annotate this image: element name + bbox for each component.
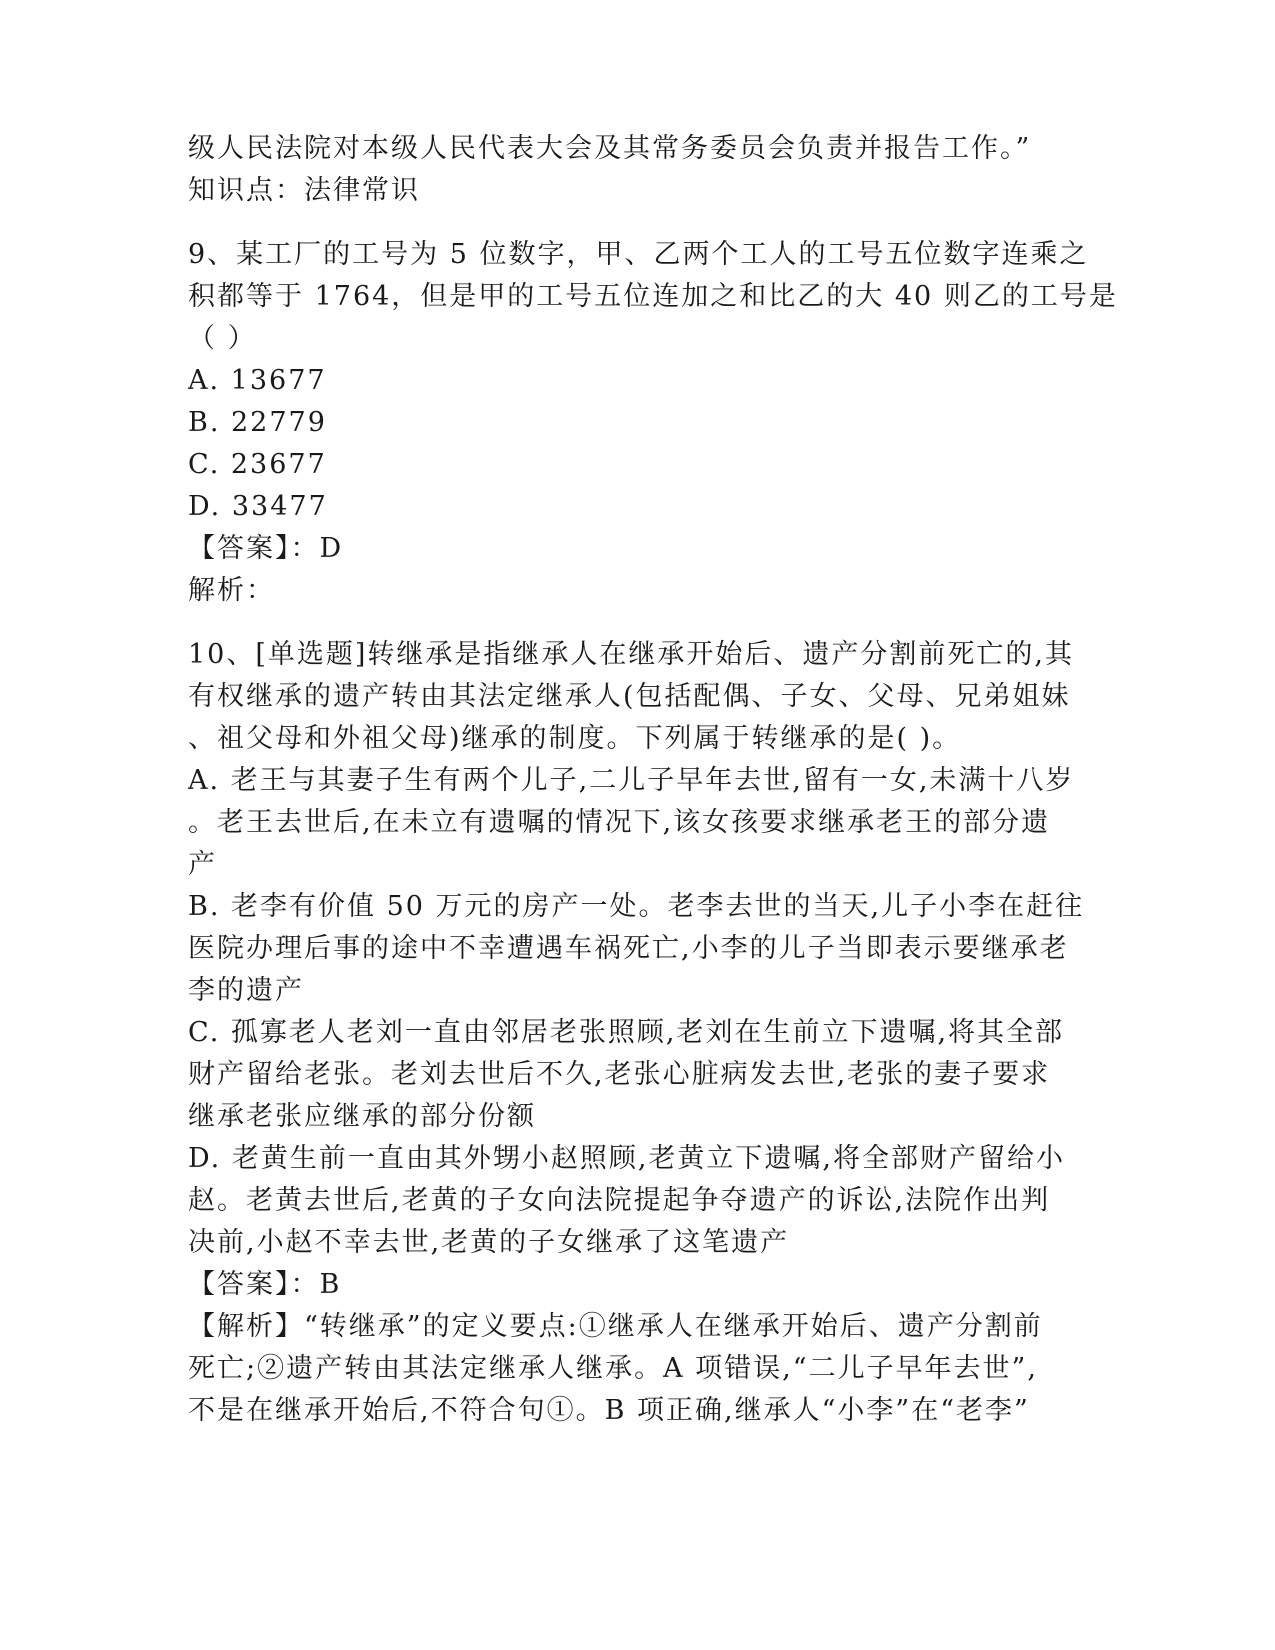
analysis-label: 解析： xyxy=(188,575,275,606)
option-a-cont: 。老王去世后,在未立有遗嘱的情况下,该女孩要求继承老王的部分遗 xyxy=(188,807,1051,838)
prev-question-tail: 级人民法院对本级人民代表大会及其常务委员会负责并报告工作。” xyxy=(188,133,1032,164)
question-stem-line: 积都等于 1764，但是甲的工号五位连加之和比乙的大 40 则乙的工号是 xyxy=(188,281,1118,312)
option-b-cont: 医院办理后事的途中不幸遭遇车祸死亡,小李的儿子当即表示要继承老 xyxy=(188,933,1069,964)
option-d: D. 33477 xyxy=(188,491,328,522)
option-a: A. 老王与其妻子生有两个儿子,二儿子早年去世,留有一女,未满十八岁 xyxy=(188,765,1075,796)
document-page xyxy=(188,128,1118,1432)
question-10 xyxy=(188,634,1088,1432)
question-stem-line: （ ） xyxy=(188,323,257,354)
option-d: D. 老黄生前一直由其外甥小赵照顾,老黄立下遗嘱,将全部财产留给小 xyxy=(188,1143,1066,1174)
option-d-cont: 赵。老黄去世后,老黄的子女向法院提起争夺遗产的诉讼,法院作出判 xyxy=(188,1185,1051,1216)
analysis-line: 不是在继承开始后,不符合句①。B 项正确,继承人“小李”在“老李” xyxy=(188,1395,1030,1426)
option-a: A. 13677 xyxy=(188,365,327,396)
knowledge-point: 知识点：法律常识 xyxy=(188,175,420,206)
analysis-line: 死亡;②遗产转由其法定继承人继承。A 项错误,“二儿子早年去世”, xyxy=(188,1353,1038,1384)
answer: 【答案】：B xyxy=(188,1269,342,1300)
option-d-cont: 决前,小赵不幸去世,老黄的子女继承了这笔遗产 xyxy=(188,1227,790,1258)
option-b-cont: 李的遗产 xyxy=(188,975,304,1006)
analysis-line: 【解析】“转继承”的定义要点:①继承人在继承开始后、遗产分割前 xyxy=(188,1311,1043,1342)
option-b: B. 22779 xyxy=(188,407,327,438)
question-stem-line: 、祖父母和外祖父母)继承的制度。下列属于转继承的是( )。 xyxy=(188,723,962,754)
option-c: C. 孤寡老人老刘一直由邻居老张照顾,老刘在生前立下遗嘱,将其全部 xyxy=(188,1017,1065,1048)
question-stem-line: 9、某工厂的工号为 5 位数字，甲、乙两个工人的工号五位数字连乘之 xyxy=(188,239,1089,270)
option-a-cont: 产 xyxy=(188,849,217,880)
answer: 【答案】：D xyxy=(188,533,344,564)
question-9 xyxy=(188,234,1118,612)
option-c: C. 23677 xyxy=(188,449,327,480)
option-c-cont: 财产留给老张。老刘去世后不久,老张心脏病发去世,老张的妻子要求 xyxy=(188,1059,1051,1090)
question-stem-line: 有权继承的遗产转由其法定继承人(包括配偶、子女、父母、兄弟姐妹 xyxy=(188,681,1071,712)
question-stem-line: 10、[单选题]转继承是指继承人在继承开始后、遗产分割前死亡的,其 xyxy=(188,639,1075,670)
option-b: B. 老李有价值 50 万元的房产一处。老李去世的当天,儿子小李在赶往 xyxy=(188,891,1085,922)
option-c-cont: 继承老张应继承的部分份额 xyxy=(188,1101,536,1132)
